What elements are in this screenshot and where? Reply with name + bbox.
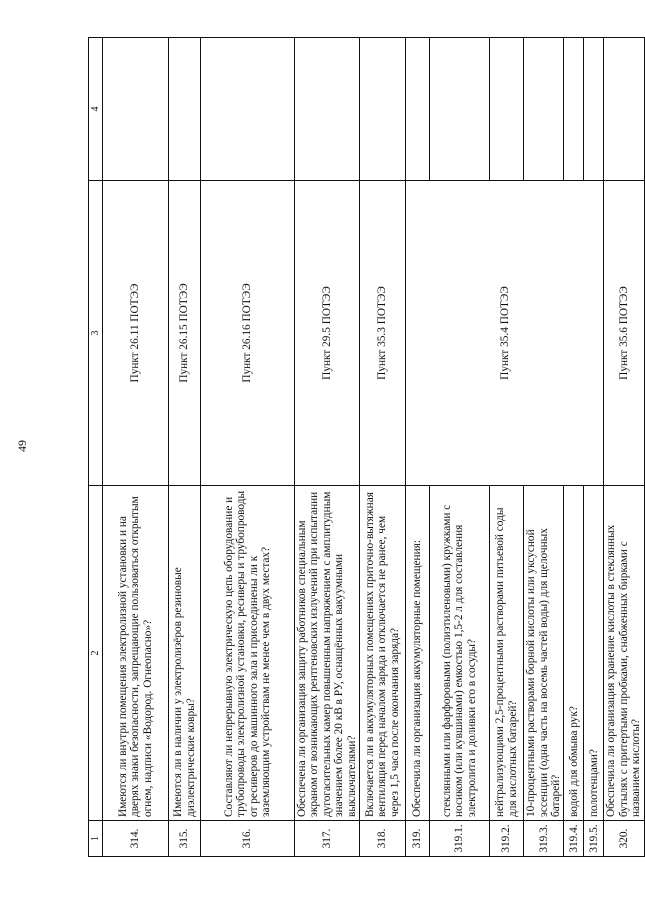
table-row: [169, 38, 201, 857]
page-number: 49: [15, 440, 29, 452]
table-row: [360, 38, 406, 857]
row-number: 319.3.: [524, 821, 564, 857]
row-number: 314.: [103, 821, 169, 857]
row-notes: [103, 38, 169, 181]
row-question: Имеются ли внутри помещения электролизной установки и на дверях знаки безопасности, запрещающие пользоваться открытым огнем, надписи «Водород. Огнеопасно»?: [103, 486, 169, 821]
row-question: полотенцами?: [584, 486, 604, 821]
row-question: нейтрализующими 2,5-процентными растворами питьевой соды для кислотных батарей?: [490, 486, 524, 821]
header-cell: 2: [89, 486, 103, 821]
checklist-table: [88, 37, 645, 857]
row-notes: [360, 38, 406, 181]
row-question: стеклянными или фарфоровыми (полиэтиленовыми) кружками с носиком (или кувшинами) емкостью 1,5-2 л для составления электролита и доливки его в сосуды?: [430, 486, 490, 821]
row-question: Обеспечила ли организация хранение кислоты в стеклянных бутылях с притертыми пробками, снабженных бирками с названием кислоты?: [604, 486, 644, 821]
table-row: [295, 38, 360, 857]
row-number: 318.: [360, 821, 406, 857]
row-reference: Пункт 35.4 ПОТЭЭ: [406, 181, 604, 486]
row-question: Имеются ли в наличии у электролизёров резиновые диэлектрические ковры?: [169, 486, 201, 821]
row-reference: Пункт 26.15 ПОТЭЭ: [169, 181, 201, 486]
rotated-table-container: [88, 38, 643, 857]
table-row: [406, 38, 430, 857]
header-cell: 4: [89, 38, 103, 181]
row-notes: [524, 38, 564, 181]
row-question: Обеспечила ли организация аккумуляторные помещения:: [406, 486, 430, 821]
row-notes: [295, 38, 360, 181]
row-notes: [604, 38, 644, 181]
row-number: 319.4.: [564, 821, 584, 857]
row-number: 319.: [406, 821, 430, 857]
row-notes: [201, 38, 295, 181]
row-number: 319.5.: [584, 821, 604, 857]
row-notes: [169, 38, 201, 181]
row-reference: Пункт 26.16 ПОТЭЭ: [201, 181, 295, 486]
row-question: Составляют ли непрерывную электрическую цепь оборудование и трубопроводы электролизной установки, ресиверы и трубопроводы от ресиверов до машинного зала и присоединены ли к заземляющим устройствам не менее чем в двух местах?: [201, 486, 295, 821]
row-number: 320.: [604, 821, 644, 857]
row-number: 315.: [169, 821, 201, 857]
row-reference: Пункт 26.11 ПОТЭЭ: [103, 181, 169, 486]
row-number: 316.: [201, 821, 295, 857]
row-notes: [584, 38, 604, 181]
row-number: 317.: [295, 821, 360, 857]
row-number: 319.2.: [490, 821, 524, 857]
row-number: 319.1.: [430, 821, 490, 857]
row-question: водой для обмыва рук?: [564, 486, 584, 821]
table-row: [201, 38, 295, 857]
header-cell: 1: [89, 821, 103, 857]
row-question: Обеспечена ли организация защиту работников специальным экраном от возникающих рентгеновских излучений при испытании дугогасительных камер повышенным напряжением с амплитудным значением более 20 кВ в РУ, оснащённых вакуумными выключателями?: [295, 486, 360, 821]
row-reference: Пункт 35.6 ПОТЭЭ: [604, 181, 644, 486]
row-notes: [406, 38, 430, 181]
row-reference: Пункт 35.3 ПОТЭЭ: [360, 181, 406, 486]
row-question: Включается ли в аккумуляторных помещениях приточно-вытяжная вентиляция перед началом заряда и отключается не ранее, чем через 1,5 часа после окончания заряда?: [360, 486, 406, 821]
header-cell: 3: [89, 181, 103, 486]
row-notes: [564, 38, 584, 181]
table-header-row: [89, 38, 103, 857]
row-question: 10-процентными растворами борной кислоты или уксусной эссенции (одна часть на восемь частей воды) для щелочных батарей?: [524, 486, 564, 821]
row-reference: Пункт 29.5 ПОТЭЭ: [295, 181, 360, 486]
table-row: [103, 38, 169, 857]
table-row: [604, 38, 644, 857]
row-notes: [430, 38, 490, 181]
row-notes: [490, 38, 524, 181]
